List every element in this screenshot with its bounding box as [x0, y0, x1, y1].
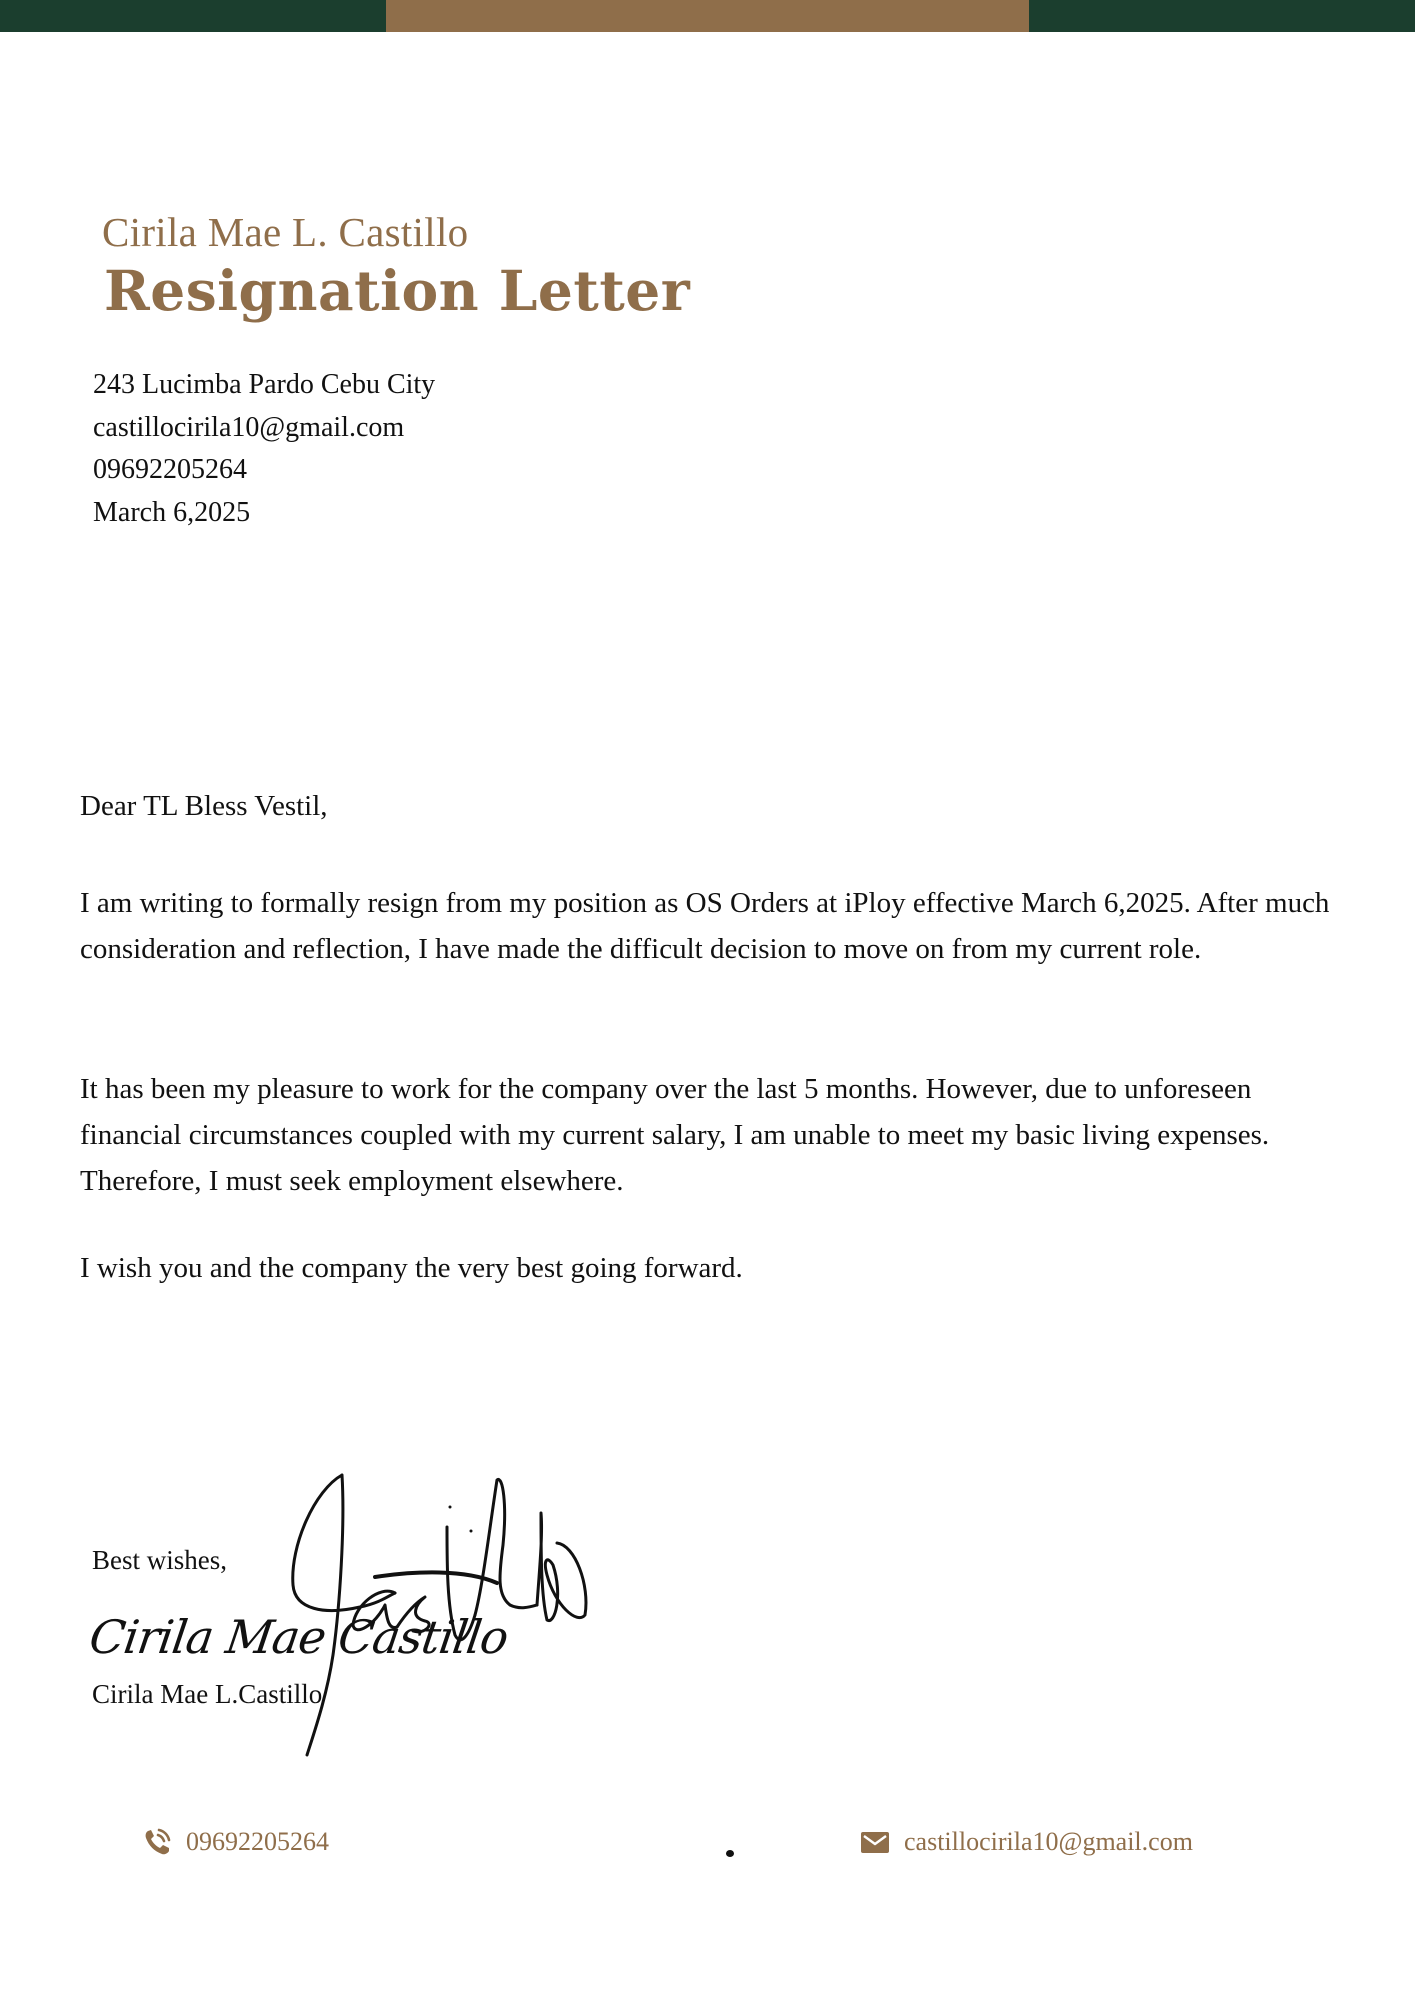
handwritten-signature [285, 1465, 605, 1765]
salutation: Dear TL Bless Vestil, [80, 790, 328, 822]
printed-name: Cirila Mae L.Castillo [92, 1679, 323, 1709]
sender-address: 243 Lucimba Pardo Cebu City [93, 369, 436, 400]
signature-stroke-t [447, 1527, 475, 1640]
document-title: Resignation Letter [104, 258, 691, 323]
signature-stroke-s [397, 1597, 429, 1632]
mail-icon [860, 1827, 890, 1857]
top-bar-right-segment [1029, 0, 1415, 32]
valediction: Best wishes, [92, 1545, 227, 1575]
top-bar-left-segment [0, 0, 386, 32]
sender-email: castillocirila10@gmail.com [93, 411, 405, 443]
footer-separator-dot [726, 1850, 734, 1857]
top-bar-middle-segment [386, 0, 1029, 32]
footer-phone-text: 09692205264 [186, 1827, 329, 1856]
cursive-name: Cirila Mae Castillo [86, 1610, 512, 1664]
sender-phone: 09692205264 [93, 454, 247, 485]
footer-email [860, 1827, 1193, 1857]
signature-dot [449, 1506, 452, 1509]
letter-date: March 6,2025 [93, 496, 251, 528]
sender-contact-block [93, 364, 435, 534]
author-name-heading: Cirila Mae L. Castillo [102, 209, 469, 255]
signature-crossbar [375, 1572, 497, 1583]
phone-icon [142, 1827, 172, 1857]
closing-line: I wish you and the company the very best going forward. [80, 1252, 743, 1284]
body-paragraph: I am writing to formally resign from my position as OS Orders at iPloy effective March 6,2025. After much consideration and reflection, I have made the difficult decision to move on from my current role. [80, 887, 1330, 966]
body-paragraph: It has been my pleasure to work for the company over the last 5 months. However, due to unforeseen financial circumstances coupled with my current salary, I am unable to meet my basic living expenses. Therefore, I must seek employment elsewhere. [80, 1073, 1270, 1198]
footer-phone [142, 1827, 329, 1857]
top-accent-bar [0, 0, 1415, 32]
signature-stroke-ll [475, 1479, 537, 1615]
footer-email-text: castillocirila10@gmail.com [904, 1827, 1193, 1856]
signature-dot [470, 1530, 473, 1533]
signature-stroke-o [537, 1513, 586, 1621]
